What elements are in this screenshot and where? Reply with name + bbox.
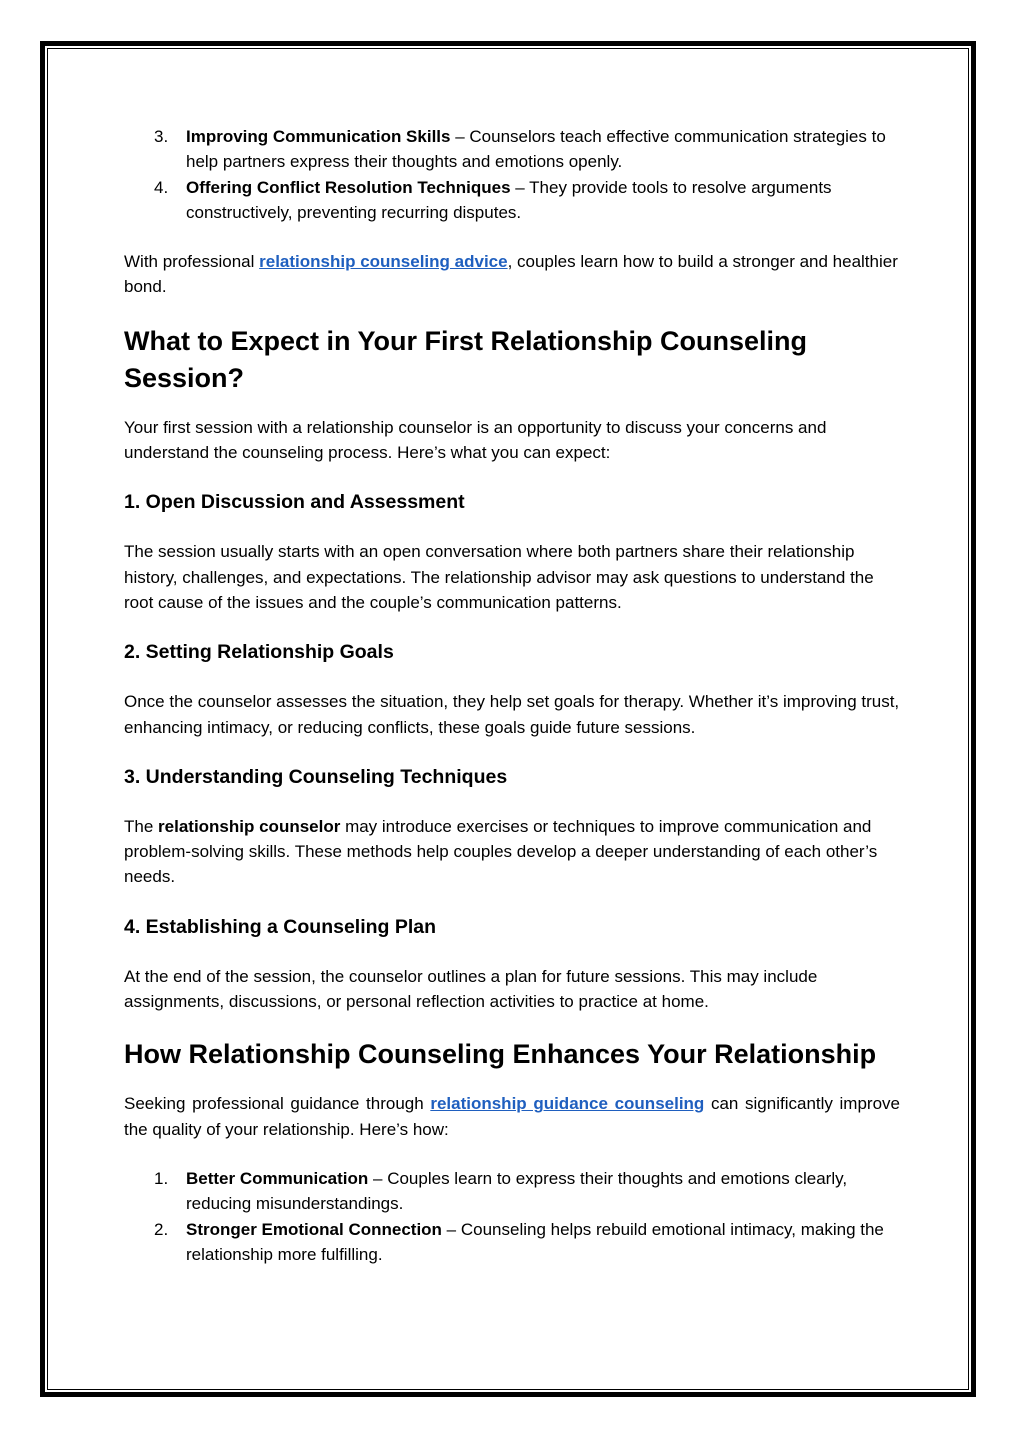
text-span: may introduce exercises or techniques to improve communication and problem-solving skills. These methods help couples develop a deeper understanding of each other’s needs.	[124, 816, 878, 887]
list-item-text: – Counselors teach effective communication strategies to help partners express their thoughts and emotions openly.	[186, 127, 886, 172]
paragraph-counseling-plan: At the end of the session, the counselor outlines a plan for future sessions. This may include assignments, discussions, or personal reflection activities to practice at home.	[124, 966, 818, 1012]
list-number: 1.	[154, 1168, 169, 1188]
list-item	[124, 1166, 900, 1217]
list-item-title: Stronger Emotional Connection	[186, 1219, 442, 1239]
subheading-setting-goals: 2. Setting Relationship Goals	[124, 641, 394, 664]
paragraph-open-discussion: The session usually starts with an open conversation where both partners share their relationship history, challenges, and expectations. The relationship advisor may ask questions to understand the root cause of the issues and the couple’s communication patterns.	[124, 542, 874, 612]
list-item-title: Offering Conflict Resolution Techniques	[186, 177, 511, 197]
numbered-list-bottom	[124, 1166, 900, 1267]
list-number: 4.	[154, 177, 169, 197]
heading-first-session: What to Expect in Your First Relationship Counseling Session?	[124, 325, 808, 393]
text-span: can significantly improve the quality of your relationship. Here’s how:	[124, 1094, 900, 1139]
bold-term: relationship counselor	[158, 816, 341, 836]
paragraph-first-session: Your first session with a relationship counselor is an opportunity to discuss your concerns and understand the counseling process. Here’s what you can expect:	[124, 417, 827, 463]
heading-enhances: How Relationship Counseling Enhances Your Relationship	[124, 1039, 877, 1070]
subheading-counseling-plan: 4. Establishing a Counseling Plan	[124, 915, 437, 938]
text-span: , couples learn how to build a stronger and healthier bond.	[124, 252, 898, 297]
subheading-open-discussion: 1. Open Discussion and Assessment	[124, 491, 465, 514]
list-item	[124, 124, 900, 175]
document-body	[124, 124, 900, 1267]
numbered-list-top	[124, 124, 900, 225]
paragraph-techniques	[124, 814, 900, 890]
text-span: Seeking professional guidance through	[124, 1094, 431, 1114]
list-item-title: Improving Communication Skills	[186, 127, 451, 146]
subheading-techniques: 3. Understanding Counseling Techniques	[124, 765, 508, 788]
list-item-text: – Couples learn to express their thoughts and emotions clearly, reducing misunderstandings.	[186, 1168, 848, 1214]
link-relationship-counseling-advice[interactable]: relationship counseling advice	[259, 252, 508, 272]
list-item-text: – Counseling helps rebuild emotional intimacy, making the relationship more fulfilling.	[186, 1219, 884, 1264]
text-span: With professional	[124, 252, 260, 272]
list-item	[124, 175, 900, 226]
list-number: 3.	[154, 127, 169, 146]
list-item	[124, 1217, 900, 1268]
paragraph-setting-goals: Once the counselor assesses the situation, they help set goals for therapy. Whether it’s improving trust, enhancing intimacy, or reducing conflicts, these goals guide future sessions.	[124, 692, 900, 737]
paragraph-guidance	[124, 1091, 900, 1142]
link-relationship-guidance-counseling[interactable]: relationship guidance counseling	[430, 1094, 705, 1114]
list-number: 2.	[154, 1219, 169, 1239]
list-item-title: Better Communication	[186, 1168, 369, 1188]
paragraph-advice	[124, 249, 900, 300]
text-span: The	[124, 816, 159, 836]
list-item-text: – They provide tools to resolve arguments constructively, preventing recurring disputes.	[186, 177, 832, 222]
